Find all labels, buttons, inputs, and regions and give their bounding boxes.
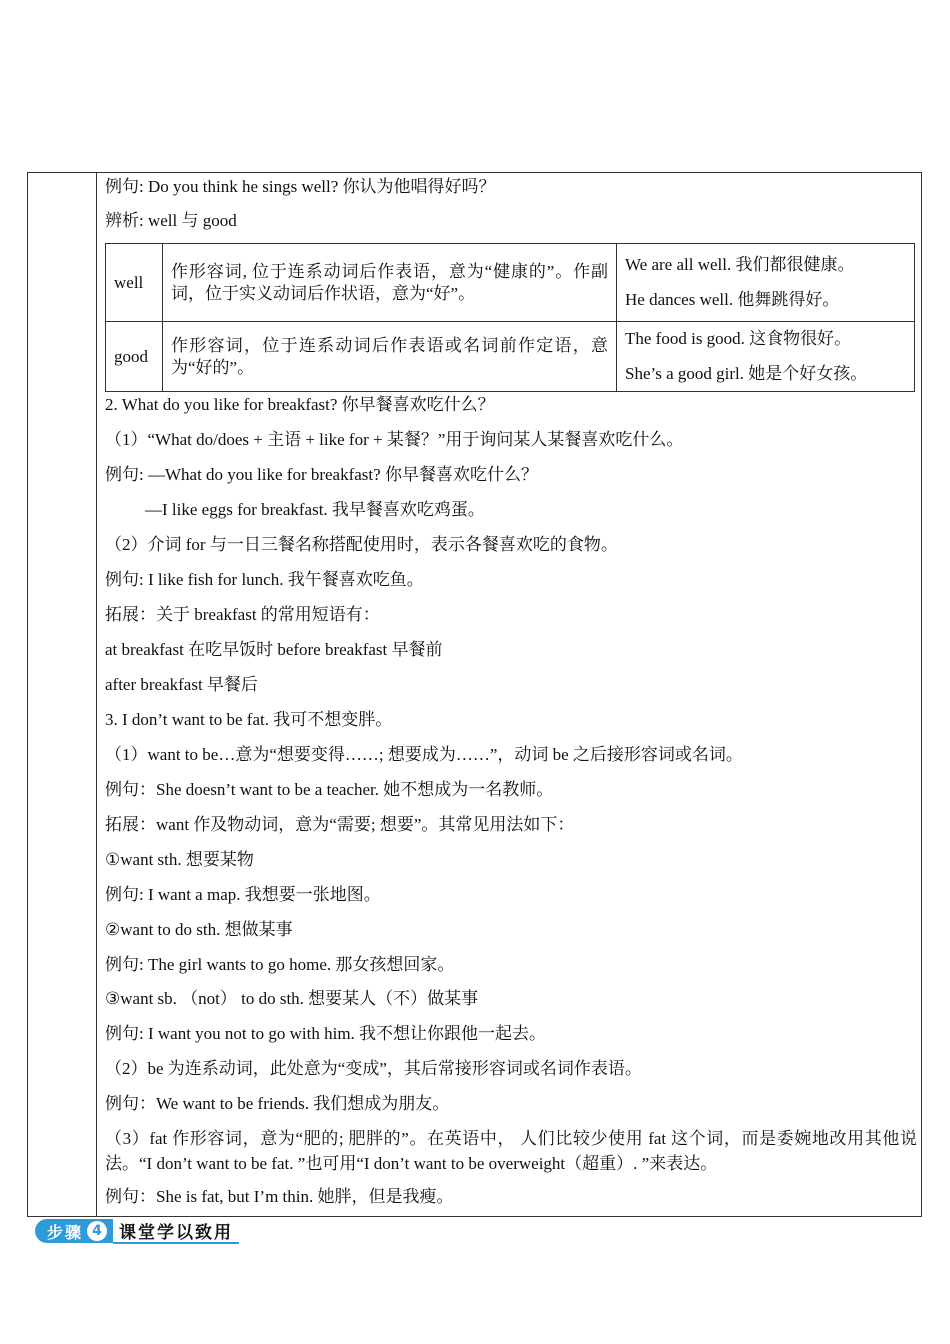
example-cell [617,244,915,322]
note-line: （1）“What do/does + 主语 + like for + 某餐？”用于询问某人某餐喜欢吃什么。 [105,430,684,449]
word-cell: good [106,322,163,392]
example-line: 例句：She doesn’t want to be a teacher. 她不想成为一名教师。 [105,780,554,799]
example-line: 例句: I like fish for lunch. 我午餐喜欢吃鱼。 [105,570,424,589]
example-sentence: We are all well. 我们都很健康。 [625,255,855,274]
extension-line: 拓展：关于 breakfast 的常用短语有： [105,605,380,624]
step-number-badge: 4 [87,1221,107,1241]
word-cell: well [106,244,163,322]
table-row [106,244,915,322]
example-line: 例句: The girl wants to go home. 那女孩想回家。 [105,955,455,974]
phrase-line: at breakfast 在吃早饭时 before breakfast 早餐前 [105,640,443,659]
analysis-heading: 辨析: well 与 good [105,211,237,230]
intro-example: 例句: Do you think he sings well? 你认为他唱得好吗？ [105,177,496,196]
lesson-table [27,172,922,1217]
step-label-pill [35,1219,113,1243]
usage-line: ②want to do sth. 想做某事 [105,920,293,939]
example-line: 例句: I want you not to go with him. 我不想让你跟他一起去。 [105,1024,547,1043]
note-paragraph: （3）fat 作形容词，意为“肥的; 肥胖的”。在英语中， 人们比较少使用 fat 这个词，而是委婉地改用其他说法。“I don’t want to be fat. ”也可用“I don’t want to be overweight（超重）. ”来表达。 [105,1129,917,1173]
well-good-table [105,243,915,392]
example-line: 例句：She is fat, but I’m thin. 她胖，但是我瘦。 [105,1187,454,1206]
step-banner [35,1218,239,1244]
example-line: —I like eggs for breakfast. 我早餐喜欢吃鸡蛋。 [145,500,485,519]
section-heading: 2. What do you like for breakfast? 你早餐喜欢吃什么？ [105,395,495,414]
note-line: （2）be 为连系动词，此处意为“变成”，其后常接形容词或名词作表语。 [105,1059,642,1078]
left-column [28,173,97,1216]
example-line: 例句：We want to be friends. 我们想成为朋友。 [105,1094,450,1113]
example-sentence: The food is good. 这食物很好。 [625,329,852,348]
section-heading: 3. I don’t want to be fat. 我可不想变胖。 [105,710,393,729]
extension-line: 拓展：want 作及物动词，意为“需要; 想要”。其常见用法如下： [105,815,575,834]
note-line: （1）want to be…意为“想要变得……; 想要成为……”，动词 be 之后接形容词或名词。 [105,745,743,764]
example-sentence: He dances well. 他舞跳得好。 [625,290,840,309]
example-line: 例句: I want a map. 我想要一张地图。 [105,885,381,904]
desc-cell: 作形容词, 位于连系动词后作表语，意为“健康的”。作副词，位于实义动词后作状语，意为“好”。 [163,244,617,322]
note-line: （2）介词 for 与一日三餐名称搭配使用时，表示各餐喜欢吃的食物。 [105,535,618,554]
table-row [106,322,915,392]
example-sentence: She’s a good girl. 她是个好女孩。 [625,364,868,383]
example-line: 例句: —What do you like for breakfast? 你早餐喜欢吃什么？ [105,465,538,484]
usage-line: ③want sb. （not） to do sth. 想要某人（不）做某事 [105,989,479,1008]
step-title: 课堂学以致用 [113,1218,239,1244]
step-label: 步骤 [47,1222,84,1242]
usage-line: ①want sth. 想要某物 [105,850,254,869]
phrase-line: after breakfast 早餐后 [105,675,258,694]
example-cell [617,322,915,392]
desc-cell: 作形容词，位于连系动词后作表语或名词前作定语，意为“好的”。 [163,322,617,392]
